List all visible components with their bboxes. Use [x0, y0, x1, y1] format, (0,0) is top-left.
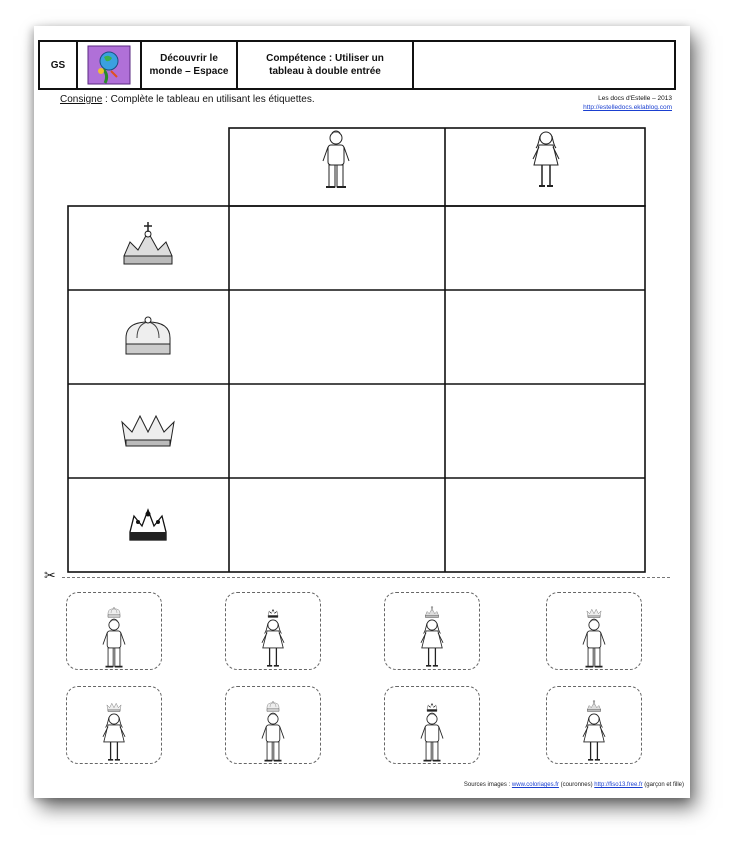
domain-text: Découvrir le monde – Espace	[149, 53, 229, 77]
cutout-label[interactable]	[546, 592, 642, 670]
double-entry-table	[34, 26, 690, 586]
sources-link-crowns[interactable]: www.coloriages.fr	[511, 782, 559, 788]
author-link[interactable]: http://estelledocs.eklablog.com	[583, 104, 672, 111]
cutout-label[interactable]	[384, 686, 480, 764]
girl-with-crown-1-icon	[397, 594, 467, 668]
sources-suffix: (garçon et fille)	[642, 782, 684, 788]
girl-with-crown-4-icon	[238, 594, 308, 668]
scissors-icon: ✂	[44, 567, 56, 583]
girl-icon	[533, 132, 559, 186]
header-row-frame	[229, 128, 645, 206]
cutout-label[interactable]	[66, 686, 162, 764]
cutout-label[interactable]	[384, 592, 480, 670]
crown-3-icon	[122, 416, 174, 446]
competence-text: Compétence : Utiliser un tableau à double entrée	[266, 53, 384, 77]
cutout-label[interactable]	[546, 686, 642, 764]
sources-link-figures[interactable]: http://fiso13.free.fr	[594, 782, 643, 788]
sources-mid: (couronnes)	[558, 782, 595, 788]
cut-line	[62, 577, 670, 578]
author-name: Les docs d'Estelle – 2013	[598, 95, 672, 102]
worksheet-page	[34, 26, 690, 798]
instruction-text: : Complète le tableau en utilisant les étiquettes.	[102, 94, 315, 105]
boy-with-crown-4-icon	[397, 688, 467, 762]
image-sources	[464, 782, 684, 788]
boy-icon	[323, 131, 349, 187]
crown-1-icon	[124, 222, 172, 264]
crown-4-icon	[130, 510, 166, 540]
crown-2-icon	[126, 317, 170, 354]
girl-with-crown-3-icon	[79, 688, 149, 762]
sources-prefix: Sources images :	[463, 782, 512, 788]
cutout-label[interactable]	[66, 592, 162, 670]
boy-with-crown-3-icon	[559, 594, 629, 668]
cutout-label[interactable]	[225, 592, 321, 670]
boy-with-crown-2-icon	[238, 688, 308, 762]
boy-with-crown-2-icon	[79, 594, 149, 668]
instruction-prefix: Consigne	[60, 94, 103, 105]
level-text: GS	[50, 59, 66, 71]
cutout-label[interactable]	[225, 686, 321, 764]
girl-with-crown-1-icon	[559, 688, 629, 762]
